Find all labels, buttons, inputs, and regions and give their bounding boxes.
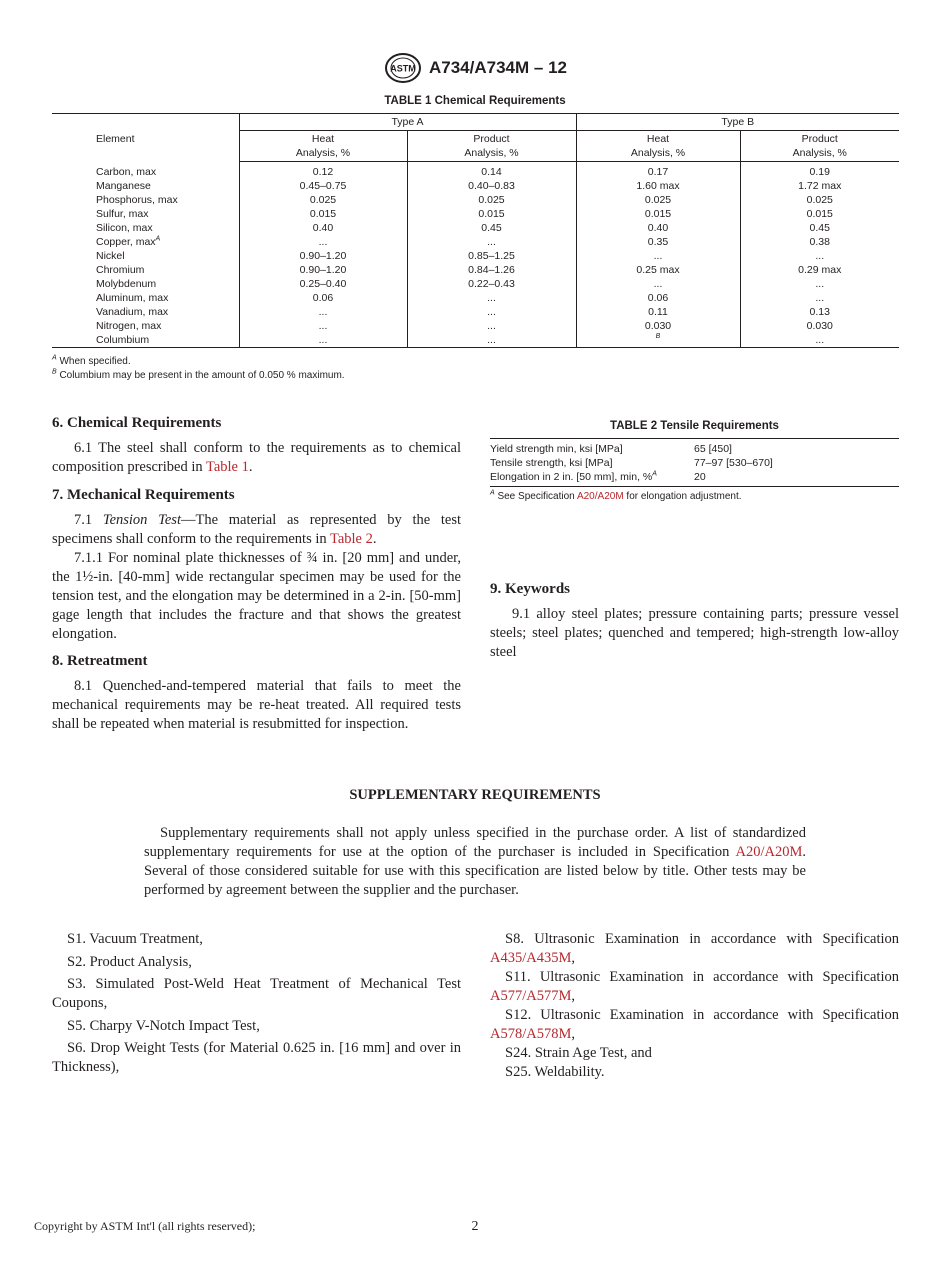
table1-title: TABLE 1 Chemical Requirements (384, 95, 566, 107)
supplementary-intro: Supplementary requirements shall not apply unless specified in the purchase order. A list of standardized supplementary requirements for use at the option of the purchaser is included in Specification A20/A20M. Several of those considered suitable for use with this specification are listed below by title. Other tests may be performed by agreement between the supplier and the purchaser. (144, 825, 806, 898)
table-cell-a-heat: 0.06 (239, 291, 407, 305)
list-item: S11. Ultrasonic Examination in accordance with Specification A577/A577M, (490, 969, 899, 1004)
table-cell-a-heat: 0.45–0.75 (239, 179, 407, 193)
table-cell-b-product: ... (740, 291, 899, 305)
supplementary-title: SUPPLEMENTARY REQUIREMENTS (349, 787, 601, 803)
table-cell-a-heat: 0.12 (239, 162, 407, 180)
table-cell-b-product: 0.025 (740, 193, 899, 207)
a435-link[interactable]: A435/A435M (490, 950, 572, 966)
page-number: 2 (471, 1219, 479, 1234)
table-cell-label: Yield strength min, ksi [MPa] (490, 443, 623, 455)
table-cell-a-heat: 0.015 (239, 207, 407, 221)
table-cell-a-heat: 0.90–1.20 (239, 249, 407, 263)
table-cell-element: Nitrogen, max (96, 320, 162, 332)
table-cell-value: 77–97 [530–670] (694, 457, 773, 469)
table-cell-a-product: 0.45 (407, 221, 576, 235)
section-8-heading: 8. Retreatment (52, 653, 148, 669)
table-cell-b-product: 0.38 (740, 235, 899, 249)
table-cell-label: Elongation in 2 in. [50 mm], min, %$^A$ (490, 470, 657, 483)
table-row (52, 235, 899, 249)
table-cell-b-heat: 0.025 (576, 193, 740, 207)
table1-body (52, 162, 899, 348)
table-row (52, 333, 899, 348)
table1-link[interactable]: Table 1 (205, 459, 249, 475)
type-b-heat-header: Heat Analysis, % (576, 131, 740, 162)
section-8-1-text: 8.1 Quenched-and-tempered material that fails to meet the mechanical requirements may be re-heat treated. All required tests shall be repeated when material is resubmitted for inspection. (52, 678, 461, 732)
type-a-product-header: Product Analysis, % (407, 131, 576, 162)
table-row (52, 263, 899, 277)
table-cell-a-heat: ... (239, 235, 407, 249)
table-row (52, 179, 899, 193)
table-cell-element: Nickel (96, 250, 125, 262)
table-cell-b-heat: ... (576, 277, 740, 291)
type-a-header: Type A (239, 114, 576, 131)
table-cell-b-heat: 0.030 (576, 319, 740, 333)
table-cell-element: Sulfur, max (96, 208, 149, 220)
table-cell-b-heat: 0.25 max (576, 263, 740, 277)
table-cell-a-product: 0.025 (407, 193, 576, 207)
table-cell-element: Copper, $\max^A$ (96, 235, 161, 248)
supplementary-list-left (52, 930, 461, 1081)
section-7-1-text: 7.1 Tension Test—The material as represented by the test specimens shall conform to the requirements in Table 2. (52, 512, 462, 547)
table2-title: TABLE 2 Tensile Requirements (610, 420, 779, 432)
section-7 (52, 486, 461, 644)
list-item: S1. Vacuum Treatment, (67, 931, 203, 947)
table-cell-a-product: 0.14 (407, 162, 576, 180)
a577-link[interactable]: A577/A577M (490, 988, 572, 1004)
table-row (490, 470, 899, 487)
table-row (52, 221, 899, 235)
table-cell-b-heat: 0.015 (576, 207, 740, 221)
table-cell-a-product: 0.84–1.26 (407, 263, 576, 277)
table-cell-a-product: 0.22–0.43 (407, 277, 576, 291)
table-cell-b-product: ... (740, 333, 899, 348)
document-designation: A734/A734M – 12 (429, 58, 567, 77)
element-column-header: Element (52, 114, 239, 162)
table-cell-b-heat: 0.35 (576, 235, 740, 249)
table-cell-element: Phosphorus, max (96, 194, 178, 206)
table-row (490, 439, 899, 457)
table-cell-b-product: 0.13 (740, 305, 899, 319)
section-9-heading: 9. Keywords (490, 581, 570, 597)
table-row (52, 207, 899, 221)
section-8 (52, 652, 461, 734)
table-cell-element: Aluminum, max (96, 292, 169, 304)
list-item: S8. Ultrasonic Examination in accordance with Specification A435/A435M, (490, 931, 899, 966)
section-9-1-text: 9.1 alloy steel plates; pressure containing parts; pressure vessel steels; steel plates; quenched and tempered; high-strength low-alloy steel (490, 606, 899, 660)
document-header (0, 52, 950, 84)
list-item: S6. Drop Weight Tests (for Material 0.625 in. [16 mm] and over in Thickness), (52, 1040, 461, 1075)
type-a-heat-header: Heat Analysis, % (239, 131, 407, 162)
table-cell-a-heat: ... (239, 333, 407, 348)
list-item: S25. Weldability. (505, 1064, 605, 1080)
table1-footnote-b: $^B$ Columbium may be present in the amount of 0.050 % maximum. (52, 368, 345, 381)
table-row (52, 193, 899, 207)
table-cell-a-heat: 0.025 (239, 193, 407, 207)
table-cell-b-product: ... (740, 277, 899, 291)
section-7-heading: 7. Mechanical Requirements (52, 487, 235, 503)
table-row (52, 291, 899, 305)
table-cell-b-product: 0.19 (740, 162, 899, 180)
list-item: S3. Simulated Post-Weld Heat Treatment of Mechanical Test Coupons, (52, 976, 461, 1011)
table-cell-a-product: ... (407, 235, 576, 249)
list-item: S5. Charpy V-Notch Impact Test, (67, 1017, 260, 1034)
chemical-requirements-table (52, 113, 899, 348)
table-cell-a-heat: ... (239, 305, 407, 319)
a20-link[interactable]: A20/A20M (576, 491, 624, 502)
table-row (52, 249, 899, 263)
table-cell-a-heat: 0.90–1.20 (239, 263, 407, 277)
copyright-notice: Copyright by ASTM Int'l (all rights reserved); (34, 1219, 256, 1233)
table-cell-b-heat: 0.17 (576, 162, 740, 180)
table2-link[interactable]: Table 2 (330, 531, 373, 547)
table-cell-b-product: ... (740, 249, 899, 263)
table-cell-element: Silicon, max (96, 222, 153, 234)
table-cell-a-product: ... (407, 319, 576, 333)
table-cell-a-heat: ... (239, 319, 407, 333)
table-cell-a-product: ... (407, 291, 576, 305)
table-cell-b-product: 0.45 (740, 221, 899, 235)
type-b-header: Type B (576, 114, 899, 131)
supplementary-list-right (490, 930, 899, 1082)
table-cell-b-heat: 0.40 (576, 221, 740, 235)
a578-link[interactable]: A578/A578M (490, 1026, 572, 1042)
table-cell-a-product: 0.015 (407, 207, 576, 221)
table-cell-element: Carbon, max (96, 165, 157, 178)
table-cell-element: Chromium (96, 264, 145, 276)
table-cell-label: Tensile strength, ksi [MPa] (490, 457, 613, 469)
table-cell-a-product: 0.85–1.25 (407, 249, 576, 263)
table-cell-b-heat-footnote: B (576, 333, 740, 348)
table-cell-b-product: 0.030 (740, 319, 899, 333)
tensile-requirements-table (490, 438, 899, 487)
table-cell-a-product: ... (407, 333, 576, 348)
a20-link[interactable]: A20/A20M (735, 844, 803, 860)
table-cell-element: Vanadium, max (96, 306, 169, 318)
section-6-1-text: 6.1 The steel shall conform to the requirements as to chemical composition prescribed in Table 1. (52, 440, 461, 475)
astm-logo-text: ASTM (390, 63, 416, 74)
table2-footnote: $^A$ See Specification A20/A20M for elongation adjustment. (490, 489, 742, 502)
table1-footnote-a: $^A$ When specified. (52, 354, 131, 367)
section-7-1-1-text: 7.1.1 For nominal plate thicknesses of ¾ in. [20 mm] and under, the 1½-in. [40-mm] wide rectangular specimen may be used for the tension test, and the elongation may be determined in a 2-in. [50-mm] gage length that includes the fracture and that shows the greatest elongation. (52, 550, 461, 642)
table-cell-b-heat: 1.60 max (576, 179, 740, 193)
section-6-heading: 6. Chemical Requirements (52, 415, 222, 431)
list-item: S12. Ultrasonic Examination in accordance with Specification A578/A578M, (490, 1007, 899, 1042)
list-item: S2. Product Analysis, (67, 953, 192, 970)
table-cell-b-heat: 0.11 (576, 305, 740, 319)
table-cell-b-product: 0.015 (740, 207, 899, 221)
table-cell-a-heat: 0.40 (239, 221, 407, 235)
table-cell-b-product: 0.29 max (740, 263, 899, 277)
table-cell-b-heat: ... (576, 249, 740, 263)
table-row (52, 305, 899, 319)
table-cell-a-product: ... (407, 305, 576, 319)
table-cell-element: Molybdenum (96, 278, 157, 290)
astm-logo-icon (383, 52, 423, 84)
section-6 (52, 414, 461, 477)
table-cell-value: 20 (694, 471, 706, 483)
table-cell-value: 65 [450] (694, 443, 732, 455)
table-row (52, 319, 899, 333)
table-cell-b-product: 1.72 max (740, 179, 899, 193)
table-cell-element: Columbium (52, 333, 239, 348)
table-row (52, 277, 899, 291)
table-cell-b-heat: 0.06 (576, 291, 740, 305)
list-item: S24. Strain Age Test, and (505, 1045, 652, 1061)
table-row (490, 456, 899, 470)
table-cell-a-product: 0.40–0.83 (407, 179, 576, 193)
table-cell-element: Manganese (96, 180, 151, 192)
table-cell-a-heat: 0.25–0.40 (239, 277, 407, 291)
section-9 (490, 580, 899, 662)
type-b-product-header: Product Analysis, % (740, 131, 899, 162)
